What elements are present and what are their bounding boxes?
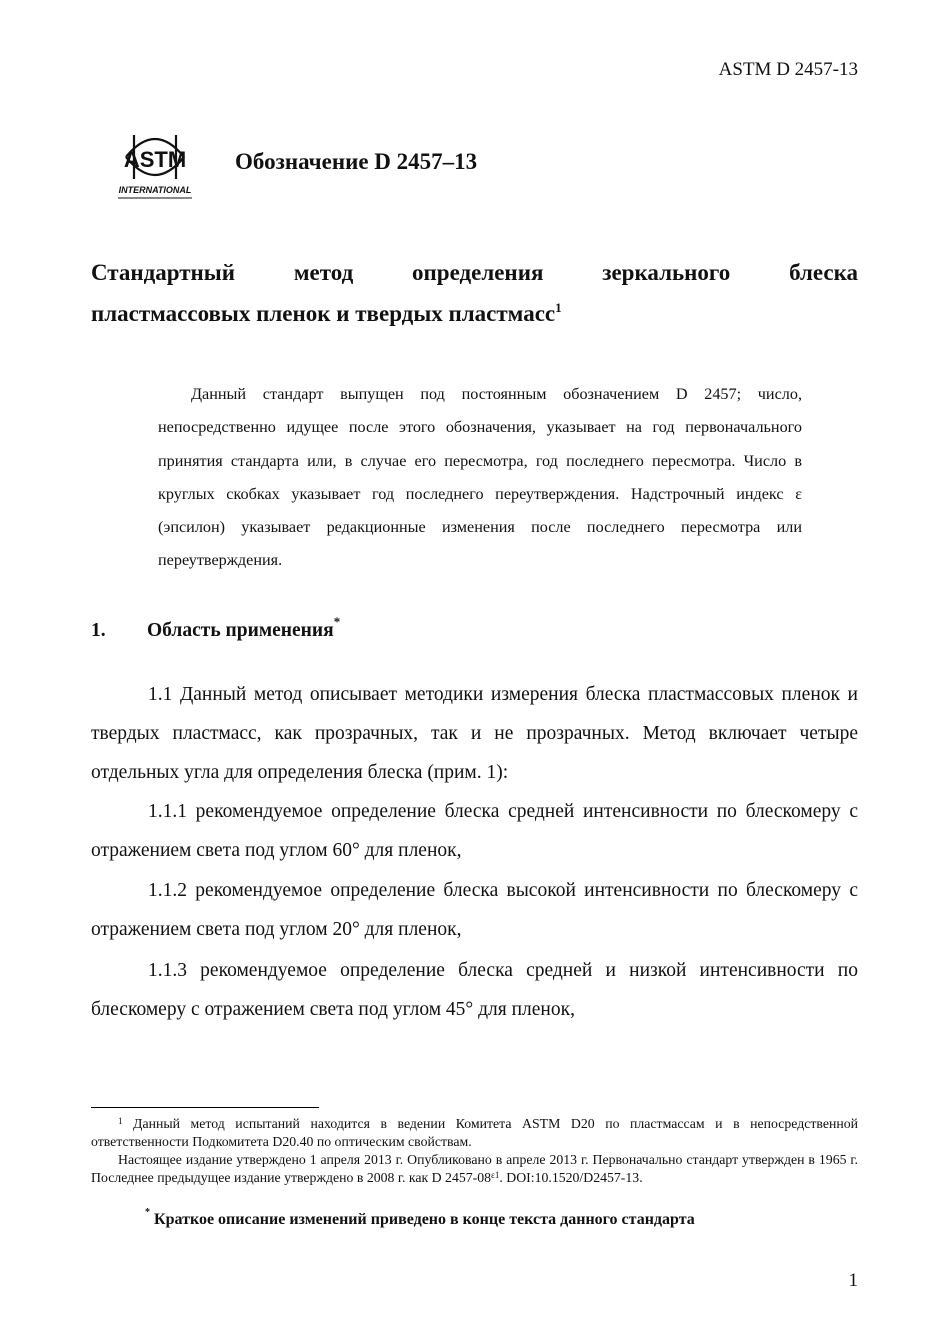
footnote-1 — [91, 1115, 858, 1151]
title-word: зеркального — [602, 260, 731, 285]
paragraph-1-1-2 — [91, 871, 858, 949]
changes-note-text: Краткое описание изменений приведено в конце текста данного стандарта — [154, 1211, 695, 1228]
title-word: метод — [293, 260, 354, 285]
title-word: определения — [412, 260, 544, 285]
footnote-mark: 1 — [118, 1116, 123, 1126]
section-asterisk: * — [333, 614, 341, 629]
changes-asterisk: * — [145, 1207, 150, 1218]
standard-notice — [158, 378, 802, 578]
page-number: 1 — [848, 1270, 858, 1291]
title-footnote-mark: 1 — [555, 300, 562, 315]
changes-note — [145, 1207, 695, 1229]
edition-doi: . DOI:10.1520/D2457-13. — [499, 1170, 643, 1185]
title-line-2-text: пластмассовых пленок и твердых пластмасс — [91, 301, 556, 326]
document-title — [91, 252, 858, 334]
edition-text: Настоящее издание утверждено 1 апреля 2013 г. Опубликовано в апреле 2013 г. Первоначально стандарт утвержден в 1965 г. Последнее предыдущее издание утверждено в 2008 г. как D 2457-08 — [91, 1152, 858, 1185]
notice-text: Данный стандарт выпущен под постоянным обозначением D 2457; число, непосредственно идущее после этого обозначения, указывает на год первоначального принятия стандарта или, в случае его пересмотра, год последнего пересмотра. Число в круглых скобках указывает год последнего переутверждения. Надстрочный индекс ε (эпсилон) указывает редакционные изменения после последнего пересмотра или переутверждения. — [158, 385, 802, 570]
header-standard-id: ASTM D 2457-13 — [718, 59, 858, 80]
paragraph-text: 1.1 Данный метод описывает методики измерения блеска пластмассовых пленок и твердых пластмасс, как прозрачных, так и не прозрачных. Метод включает четыре отдельных угла для определения блеска (прим. 1): — [91, 684, 858, 783]
section-title: Область применения — [147, 620, 334, 641]
title-line-1 — [91, 252, 858, 293]
paragraph-1-1-1 — [91, 792, 858, 870]
footnote-1-text: Данный метод испытаний находится в ведении Комитета ASTM D20 по пластмассам и в непосредственной ответственности Подкомитета D20.40 по оптическим свойствам. — [91, 1116, 859, 1149]
paragraph-text: 1.1.3 рекомендуемое определение блеска средней и низкой интенсивности по блескомеру с отражением света под углом 45° для пленок, — [91, 960, 858, 1020]
footnote-1-edition — [91, 1151, 858, 1187]
footnotes — [91, 1115, 858, 1187]
astm-logo — [114, 127, 196, 201]
footnote-separator — [91, 1107, 319, 1108]
paragraph-1-1 — [91, 675, 858, 792]
paragraph-1-1-3 — [91, 951, 858, 1029]
section-1-heading — [91, 614, 341, 642]
title-line-2 — [91, 293, 858, 334]
paragraph-text: 1.1.1 рекомендуемое определение блеска средней интенсивности по блескомеру с отражением света под углом 60° для пленок, — [91, 801, 858, 861]
title-word: Стандартный — [91, 260, 236, 285]
title-word: блеска — [789, 260, 859, 285]
designation-heading: Обозначение D 2457–13 — [235, 149, 478, 174]
svg-text:ASTM: ASTM — [123, 147, 187, 172]
section-number: 1. — [91, 620, 106, 641]
edition-superscript: ε1 — [491, 1170, 500, 1180]
paragraph-text: 1.1.2 рекомендуемое определение блеска высокой интенсивности по блескомеру с отражением света под углом 20° для пленок, — [91, 880, 858, 940]
svg-text:INTERNATIONAL: INTERNATIONAL — [118, 185, 192, 195]
